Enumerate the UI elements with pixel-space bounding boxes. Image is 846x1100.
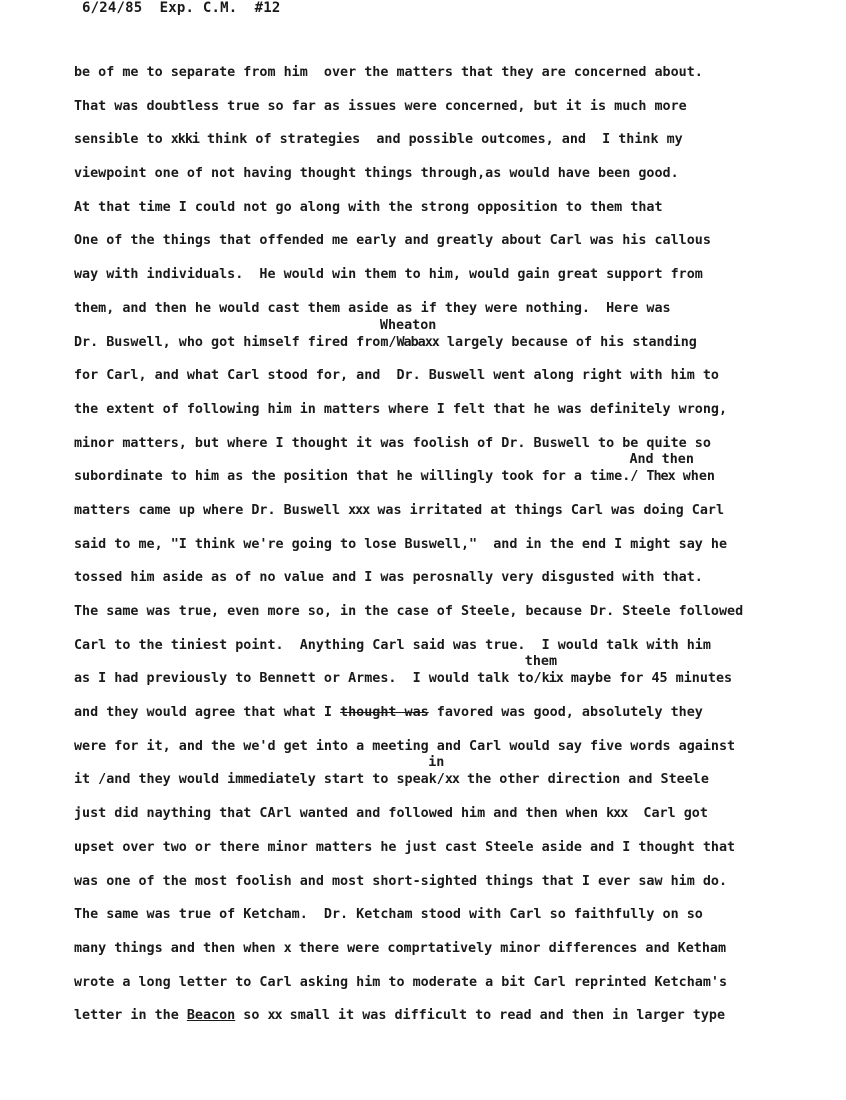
underlined-title: Beacon — [186, 1008, 236, 1024]
text-line — [74, 755, 794, 803]
text-segment: when — [674, 469, 715, 485]
header-date: 6/24/85 — [82, 0, 143, 16]
text-line — [74, 500, 794, 534]
text-line: them, and then he would cast them aside as if they were nothing. Here was — [74, 300, 671, 316]
header-page-number: #12 — [254, 0, 281, 16]
text-segment: think of strategies and possible outcomes, and I think my — [199, 132, 683, 148]
xed-out-text: Wabaxx — [396, 334, 439, 350]
text-line: At that time I could not go along with the strong opposition to them that — [74, 199, 663, 215]
text-line — [74, 129, 794, 163]
text-segment: it /and they would immediately start to speak/ — [74, 772, 445, 788]
xed-out-text: kxx — [606, 806, 628, 822]
text-line: wrote a long letter to Carl asking him to moderate a bit Carl reprinted Ketcham's — [74, 974, 728, 990]
text-line: The same was true of Ketcham. Dr. Ketcham stood with Carl so faithfully on so — [74, 907, 703, 923]
struck-text: thought was — [340, 705, 429, 721]
text-segment: Carl got — [627, 806, 708, 822]
text-segment: matters came up where Dr. Buswell — [74, 502, 349, 518]
handwritten-insertion: And then — [629, 452, 694, 468]
page-header — [82, 0, 281, 16]
text-line — [74, 317, 794, 366]
text-segment: many things and then when — [74, 940, 284, 956]
xed-out-text: xkki — [170, 132, 199, 148]
text-line: upset over two or there minor matters he just cast Steele aside and I thought that — [74, 839, 736, 855]
text-segment: there were comprtatively minor differences and Ketham — [290, 940, 727, 956]
text-segment: as I had previously to Bennett or Armes. I would talk to/ — [74, 671, 542, 687]
text-segment: favored was good, absolutely they — [428, 705, 703, 721]
text-line — [74, 452, 794, 500]
handwritten-insertion: in — [428, 755, 445, 771]
text-line: was one of the most foolish and most short-sighted things that I ever saw him do. — [74, 873, 728, 889]
text-line — [74, 1005, 794, 1039]
text-segment: small it was difficult to read and then in larger type — [281, 1008, 726, 1024]
text-line: The same was true, even more so, in the case of Steele, because Dr. Steele followed — [74, 604, 744, 619]
text-segment: sensible to — [74, 132, 171, 148]
xed-out-text: x — [283, 940, 291, 956]
text-segment: was irritated at things Carl was doing Carl — [369, 502, 725, 518]
text-line: Carl to the tiniest point. Anything Carl said was true. I would talk with him — [74, 637, 711, 653]
text-line — [74, 654, 794, 702]
text-segment: largely because of his standing — [438, 334, 697, 350]
text-segment: maybe for 45 minutes — [562, 671, 733, 687]
xed-out-text: Thex — [646, 469, 675, 485]
text-line: way with individuals. He would win them to him, would gain great support from — [74, 267, 703, 283]
text-line: said to me, "I think we're going to lose Buswell," and in the end I might say he — [74, 536, 728, 552]
xed-out-text: xxx — [348, 502, 370, 518]
text-line: the extent of following him in matters where I felt that he was definitely wrong, — [74, 401, 728, 417]
text-line: viewpoint one of not having thought things through,as would have been good. — [74, 166, 679, 182]
text-line: tossed him aside as of no value and I was perosnally very disgusted with that. — [74, 570, 703, 586]
typed-transcript-body — [74, 62, 794, 1039]
text-line: for Carl, and what Carl stood for, and Dr. Buswell went along right with him to — [74, 368, 719, 384]
xed-out-text: xx — [444, 772, 459, 788]
text-segment: letter in the — [74, 1008, 187, 1024]
text-segment: Dr. Buswell, who got himself fired from/ — [74, 334, 397, 350]
handwritten-insertion: them — [524, 654, 558, 670]
text-line: One of the things that offended me early and greatly about Carl was his callous — [74, 233, 711, 249]
text-line: That was doubtless true so far as issues were concerned, but it is much more — [74, 98, 687, 114]
xed-out-text: xx — [267, 1008, 282, 1024]
text-segment: and they would agree that what I — [74, 705, 341, 721]
text-line: minor matters, but where I thought it was foolish of Dr. Buswell to be quite so — [74, 435, 711, 451]
text-segment: subordinate to him as the position that he willingly took for a time./ — [74, 469, 647, 485]
text-segment: so — [235, 1008, 268, 1024]
header-label: Exp. C.M. — [159, 0, 238, 16]
text-segment: the other direction and Steele — [458, 772, 709, 788]
text-line: be of me to separate from him over the matters that they are concerned about. — [74, 65, 703, 80]
text-line: were for it, and the we'd get into a meeting and Carl would say five words against — [74, 738, 736, 754]
handwritten-insertion: Wheaton — [379, 317, 437, 333]
text-segment: just did naything that CArl wanted and followed him and then when — [74, 806, 607, 822]
text-line — [74, 803, 794, 837]
xed-out-text: kix — [541, 671, 563, 687]
text-line — [74, 702, 794, 736]
text-line — [74, 938, 794, 972]
